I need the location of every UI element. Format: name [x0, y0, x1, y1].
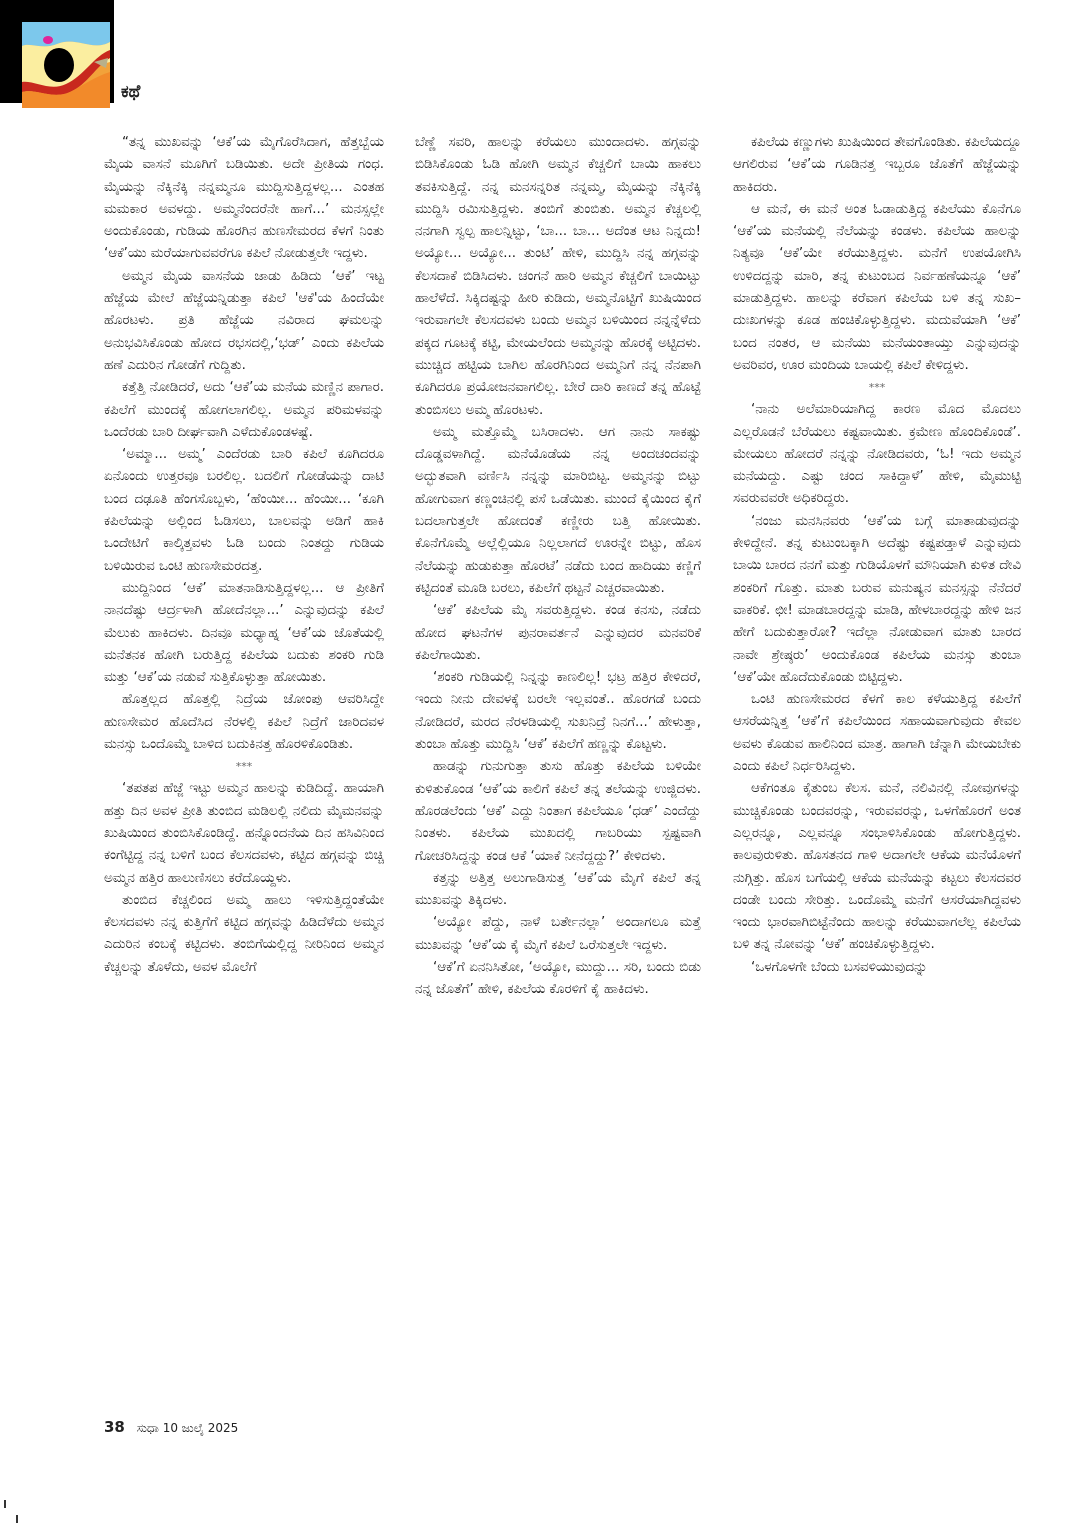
- publication-date: ಸುಧಾ 10 ಜುಲೈ 2025: [136, 1421, 239, 1435]
- article-paragraph: ಕತ್ತನ್ನು ಅತ್ತಿತ್ತ ಅಲುಗಾಡಿಸುತ್ತ ‘ಆಕೆ’ಯ ಮೈಗೆ ಕಪಿಲೆ ತನ್ನ ಮುಖವನ್ನು ತಿಕ್ಕಿದಳು.: [415, 870, 701, 909]
- crop-mark: [4, 1500, 6, 1508]
- article-paragraph: ‘ಅಮ್ಮಾ... ಅಮ್ಮ’ ಎಂದೆರಡು ಬಾರಿ ಕಪಿಲೆ ಕೂಗಿದರೂ ಏನೊಂದು ಉತ್ತರವೂ ಬರಲಿಲ್ಲ. ಬದಲಿಗೆ ಗೋಡೆಯನ್ನು ದಾಟಿ ಬಂದ ದಢೂತಿ ಹೆಂಗಸೊಬ್ಬಳು, ‘ಹೆಂಯೀ... ಹೆಂಯೀ... ‘ಕೂಗಿ ಕಪಿಲೆಯನ್ನು ಅಲ್ಲಿಂದ ಓಡಿಸಲು, ಬಾಲವನ್ನು ಅಡಿಗೆ ಹಾಕಿ ಒಂದೇಟಿಗೆ ಕಾಲ್ಕಿತ್ತವಳು ಓಡಿ ಬಂದು ನಿಂತದ್ದು ಗುಡಿಯ ಬಳಿಯಿರುವ ಒಂಟಿ ಹುಣಸೇಮರದತ್ತ.: [104, 447, 384, 574]
- section-label: ಕಥೆ: [121, 82, 141, 102]
- article-paragraph: ‘ತಪತಪ ಹೆಜ್ಜೆ ಇಟ್ಟು ಅಮ್ಮನ ಹಾಲನ್ನು ಕುಡಿದಿದ್ದೆ. ಹಾಯಾಗಿ ಹತ್ತು ದಿನ ಅವಳ ಪ್ರೀತಿ ತುಂಬಿದ ಮಡಿಲಲ್ಲಿ ನಲಿದು ಮೈಮನವನ್ನು ಖುಷಿಯಿಂದ ತುಂಬಿಸಿಕೊಂಡಿದ್ದೆ. ಹನ್ನೊಂದನೆಯ ದಿನ ಹಸಿವಿನಿಂದ ಕಂಗೆಟ್ಟಿದ್ದ ನನ್ನ ಬಳಿಗೆ ಬಂದ ಕೆಲಸದವಳು, ಕಟ್ಟಿದ ಹಗ್ಗವನ್ನು ಬಿಚ್ಚಿ ಅಮ್ಮನ ಹತ್ತಿರ ಹಾಲುಣಿಸಲು ಕರೆದೊಯ್ದಳು.: [104, 781, 384, 886]
- page-number: 38: [104, 1418, 125, 1436]
- article-paragraph: ಅಮ್ಮ ಮತ್ತೊಮ್ಮೆ ಬಸಿರಾದಳು. ಆಗ ನಾನು ಸಾಕಷ್ಟು ದೊಡ್ಡವಳಾಗಿದ್ದೆ. ಮನೆಯೊಡೆಯ ನನ್ನ ಅಂದಚಂದವನ್ನು ಅದ್ಭುತವಾಗಿ ವರ್ಣಿಸಿ ನನ್ನನ್ನು ಮಾರಿಬಿಟ್ಟ. ಅಮ್ಮನನ್ನು ಬಿಟ್ಟು ಹೋಗುವಾಗ ಕಣ್ಣಂಚಿನಲ್ಲಿ ಪಸೆ ಒಡೆಯಿತು. ಮುಂದೆ ಕೈಯಿಂದ ಕೈಗೆ ಬದಲಾಗುತ್ತಲೇ ಹೋದಂತೆ ಕಣ್ಣೀರು ಬತ್ತಿ ಹೋಯಿತು. ಕೊನೆಗೊಮ್ಮೆ ಅಲ್ಲೆಲ್ಲಿಯೂ ನಿಲ್ಲಲಾಗದೆ ಊರನ್ನೇ ಬಿಟ್ಟು, ಹೊಸ ನೆಲೆಯನ್ನು ಹುಡುಕುತ್ತಾ ಹೊರಟೆ’ ನಡೆದು ಬಂದ ಹಾದಿಯು ಕಣ್ಣಿಗೆ ಕಟ್ಟಿದಂತೆ ಮೂಡಿ ಬರಲು, ಕಪಿಲೆಗೆ ಥಟ್ಟನೆ ಎಚ್ಚರವಾಯಿತು.: [415, 424, 701, 596]
- section-separator: ***: [235, 760, 253, 774]
- article-paragraph: ಹಾಡನ್ನು ಗುನುಗುತ್ತಾ ತುಸು ಹೊತ್ತು ಕಪಿಲೆಯ ಬಳಿಯೇ ಕುಳಿತುಕೊಂಡ ‘ಆಕೆ’ಯ ಕಾಲಿಗೆ ಕಪಿಲೆ ತನ್ನ ತಲೆಯನ್ನು ಉಜ್ಜಿದಳು. ಹೊರಡಲೆಂದು ‘ಆಕೆ’ ಎದ್ದು ನಿಂತಾಗ ಕಪಿಲೆಯೂ ‘ಧಡ್’ ಎಂದೆದ್ದು ನಿಂತಳು. ಕಪಿಲೆಯ ಮುಖದಲ್ಲಿ ಗಾಬರಿಯು ಸ್ಪಷ್ಟವಾಗಿ ಗೋಚರಿಸಿದ್ದನ್ನು ಕಂಡ ಆಕೆ ‘ಯಾಕೆ ನೀನೆದ್ದದ್ದು?’ ಕೇಳಿದಳು.: [415, 759, 701, 864]
- article-paragraph: ‘ನಾನು ಅಲೆಮಾರಿಯಾಗಿದ್ದ ಕಾರಣ ಮೊದ ಮೊದಲು ಎಲ್ಲರೊಡನೆ ಬೆರೆಯಲು ಕಷ್ಟವಾಯಿತು. ಕ್ರಮೇಣ ಹೊಂದಿಕೊಂಡೆ’. ಮೇಯಲು ಹೋದರೆ ನನ್ನನ್ನು ನೋಡಿದವರು, ‘ಓ! ಇದು ಅಮ್ಮನ ಮನೆಯದ್ದು. ಎಷ್ಟು ಚಂದ ಸಾಕಿದ್ದಾಳೆ’ ಹೇಳಿ, ಮೈಮುಟ್ಟಿ ಸವರುವವರೇ ಅಧಿಕರಿದ್ದರು.: [733, 402, 1021, 507]
- article-column-1: [104, 132, 384, 979]
- article-paragraph: ಬೆಣ್ಣೆ ಸವರಿ, ಹಾಲನ್ನು ಕರೆಯಲು ಮುಂದಾದಳು. ಹಗ್ಗವನ್ನು ಬಿಡಿಸಿಕೊಂಡು ಓಡಿ ಹೋಗಿ ಅಮ್ಮನ ಕೆಚ್ಚಲಿಗೆ ಬಾಯಿ ಹಾಕಲು ತವಕಿಸುತ್ತಿದ್ದೆ. ನನ್ನ ಮನಸನ್ನರಿತ ನನ್ನಮ್ಮ, ಮೈಯನ್ನು ನೆಕ್ಕಿನೆಕ್ಕಿ ಮುದ್ದಿಸಿ ರಮಿಸುತ್ತಿದ್ದಳು. ತಂಬಿಗೆ ತುಂಬಿತು. ಅಮ್ಮನ ಕೆಚ್ಚಲಲ್ಲಿ ನನಗಾಗಿ ಸ್ವಲ್ಪ ಹಾಲನ್ನಿಟ್ಟು, ‘ಬಾ... ಬಾ... ಅದೆಂತ ಆಟ ನಿನ್ನದು! ಅಯ್ಯೋ... ಅಯ್ಯೋ... ತುಂಟಿ’ ಹೇಳಿ, ಮುದ್ದಿಸಿ ನನ್ನ ಹಗ್ಗವನ್ನು ಕೆಲಸದಾಕೆ ಬಿಡಿಸಿದಳು. ಚಂಗನೆ ಹಾರಿ ಅಮ್ಮನ ಕೆಚ್ಚಲಿಗೆ ಬಾಯಿಟ್ಟು ಹಾಲೆಳೆದೆ. ಸಿಕ್ಕಿದಷ್ಟನ್ನು ಹೀರಿ ಕುಡಿದು, ಅಮ್ಮನೊಟ್ಟಿಗೆ ಖುಷಿಯಿಂದ ಇರುವಾಗಲೇ ಕೆಲಸದವಳು ಬಂದು ಅಮ್ಮನ ಬಳಿಯಿಂದ ನನ್ನನ್ನೆಳೆದು ಪಕ್ಕದ ಗೂಟಕ್ಕೆ ಕಟ್ಟಿ, ಮೇಯಲೆಂದು ಅಮ್ಮನನ್ನು ಹೊರಕ್ಕೆ ಅಟ್ಟಿದಳು. ಮುಚ್ಚಿದ ಹಟ್ಟಿಯ ಬಾಗಿಲ ಹೊರಗಿನಿಂದ ಅಮ್ಮನಿಗೆ ನನ್ನ ನೆನಪಾಗಿ ಕೂಗಿದರೂ ಪ್ರಯೋಜನವಾಗಲಿಲ್ಲ. ಬೇರೆ ದಾರಿ ಕಾಣದೆ ತನ್ನ ಹೊಟ್ಟೆ ತುಂಬಿಸಲು ಅಮ್ಮ ಹೊರಟಳು.: [415, 135, 701, 418]
- article-paragraph: ತುಂಬಿದ ಕೆಚ್ಚಲಿಂದ ಅಮ್ಮ ಹಾಲು ಇಳಿಸುತ್ತಿದ್ದಂತೆಯೇ ಕೆಲಸದವಳು ನನ್ನ ಕುತ್ತಿಗೆಗೆ ಕಟ್ಟಿದ ಹಗ್ಗವನ್ನು ಹಿಡಿದೆಳೆದು ಅಮ್ಮನ ಎದುರಿನ ಕಂಬಕ್ಕೆ ಕಟ್ಟಿದಳು. ತಂಬಿಗೆಯಲ್ಲಿದ್ದ ನೀರಿನಿಂದ ಅಮ್ಮನ ಕೆಚ್ಚಲನ್ನು ತೊಳೆದು, ಅವಳ ಮೊಲೆಗೆ: [104, 892, 384, 975]
- article-paragraph: ‘ಒಳಗೊಳಗೇ ಬೆಂದು ಬಸವಳಿಯುವುದನ್ನು: [751, 959, 928, 975]
- crop-mark: [16, 1515, 18, 1523]
- abstract-art-logo-icon: [22, 22, 110, 108]
- article-paragraph: ಒಂಟಿ ಹುಣಸೇಮರದ ಕೆಳಗೆ ಕಾಲ ಕಳೆಯುತ್ತಿದ್ದ ಕಪಿಲೆಗೆ ಆಸರೆಯನ್ನಿತ್ತ ‘ಆಕೆ’ಗೆ ಕಪಿಲೆಯಿಂದ ಸಹಾಯವಾಗುವುದು ಕೇವಲ ಅವಳು ಕೊಡುವ ಹಾಲಿನಿಂದ ಮಾತ್ರ. ಹಾಗಾಗಿ ಚೆನ್ನಾಗಿ ಮೇಯಬೇಕು ಎಂದು ಕಪಿಲೆ ನಿರ್ಧರಿಸಿದ್ದಳು.: [733, 692, 1021, 775]
- article-paragraph: ಕತ್ತೆತ್ತಿ ನೋಡಿದರೆ, ಅದು ‘ಆಕೆ’ಯ ಮನೆಯ ಮಣ್ಣಿನ ಪಾಗಾರ. ಕಪಿಲೆಗೆ ಮುಂದಕ್ಕೆ ಹೋಗಲಾಗಲಿಲ್ಲ. ಅಮ್ಮನ ಪರಿಮಳವನ್ನು ಒಂದೆರಡು ಬಾರಿ ದೀರ್ಘವಾಗಿ ಎಳೆದುಕೊಂಡಳಷ್ಟೆ.: [104, 380, 384, 440]
- article-paragraph: ‘ಆಕೆ’ಗೆ ಏನನಿಸಿತೋ, ‘ಅಯ್ಯೋ, ಮುದ್ದು... ಸರಿ, ಬಂದು ಬಿಡು ನನ್ನ ಜೊತೆಗೆ’ ಹೇಳಿ, ಕಪಿಲೆಯ ಕೊರಳಿಗೆ ಕೈ ಹಾಕಿದಳು.: [415, 959, 701, 998]
- article-paragraph: ಆಕೆಗಂತೂ ಕೈತುಂಬ ಕೆಲಸ. ಮನೆ, ನಲಿವಿನಲ್ಲಿ ನೋವುಗಳನ್ನು ಮುಚ್ಚಿಕೊಂಡು ಬಂದವರನ್ನು, ಇರುವವರನ್ನು, ಒಳಗೆಹೊರಗೆ ಅಂತ ಎಲ್ಲರನ್ನೂ, ಎಲ್ಲವನ್ನೂ ಸಂಭಾಳಿಸಿಕೊಂಡು ಹೋಗುತ್ತಿದ್ದಳು. ಕಾಲವುರುಳಿತು. ಹೊಸತನದ ಗಾಳಿ ಅದಾಗಲೇ ಆಕೆಯ ಮನೆಯೊಳಗೆ ನುಗ್ಗಿತ್ತು. ಹೊಸ ಬಗೆಯಲ್ಲಿ ಆಕೆಯ ಮನೆಯನ್ನು ಕಟ್ಟಲು ಕೆಲಸದವರ ದಂಡೇ ಬಂದು ಸೇರಿತ್ತು. ಒಂದೊಮ್ಮೆ ಮನೆಗೆ ಆಸರೆಯಾಗಿದ್ದವಳು ಇಂದು ಭಾರವಾಗಿಬಿಟ್ಟೆನೆಂದು ಹಾಲನ್ನು ಕರೆಯುವಾಗಲೆಲ್ಲ ಕಪಿಲೆಯ ಬಳಿ ತನ್ನ ನೋವನ್ನು ‘ಆಕೆ’ ಹಂಚಿಕೊಳ್ಳುತ್ತಿದ್ದಳು.: [733, 781, 1021, 953]
- article-paragraph: ‘ಶಂಕರಿ ಗುಡಿಯಲ್ಲಿ ನಿನ್ನನ್ನು ಕಾಣಲಿಲ್ಲ! ಭಟ್ರ ಹತ್ತಿರ ಕೇಳಿದರೆ, ಇಂದು ನೀನು ದೇವಳಕ್ಕೆ ಬರಲೇ ಇಲ್ಲವಂತೆ.. ಹೊರಗಡೆ ಬಂದು ನೋಡಿದರೆ, ಮರದ ನೆರಳಡಿಯಲ್ಲಿ ಸುಖನಿದ್ರೆ ನಿನಗೆ...’ ಹೇಳುತ್ತಾ, ತುಂಬಾ ಹೊತ್ತು ಮುದ್ದಿಸಿ ‘ಆಕೆ’ ಕಪಿಲೆಗೆ ಹಣ್ಣನ್ನು ಕೊಟ್ಟಳು.: [415, 670, 701, 753]
- page-footer: [104, 1418, 238, 1436]
- article-paragraph: ‘ಅಯ್ಯೋ ಪೆದ್ದು, ನಾಳೆ ಬರ್ತೇನಲ್ಲಾ’ ಅಂದಾಗಲೂ ಮತ್ತೆ ಮುಖವನ್ನು ‘ಆಕೆ’ಯ ಕೈ ಮೈಗೆ ಕಪಿಲೆ ಒರೆಸುತ್ತಲೇ ಇದ್ದಳು.: [415, 915, 701, 953]
- article-paragraph: ಹೊತ್ತಲ್ಲದ ಹೊತ್ತಲ್ಲಿ ನಿದ್ರೆಯ ಜೋಂಪು ಆವರಿಸಿದ್ದೇ ಹುಣಸೇಮರ ಹೊದೆಸಿದ ನೆರಳಲ್ಲಿ ಕಪಿಲೆ ನಿದ್ರೆಗೆ ಜಾರಿದವಳ ಮನಸ್ಸು ಒಂದೊಮ್ಮೆ ಬಾಳಿದ ಬದುಕಿನತ್ತ ಹೊರಳಿಕೊಂಡಿತು.: [104, 692, 384, 753]
- section-separator: ***: [868, 381, 886, 395]
- article-paragraph: ಮುದ್ದಿನಿಂದ ‘ಆಕೆ’ ಮಾತನಾಡಿಸುತ್ತಿದ್ದಳಲ್ಲ... ಆ ಪ್ರೀತಿಗೆ ನಾನದೆಷ್ಟು ಆರ್ದ್ರಳಾಗಿ ಹೋದೆನಲ್ಲಾ...’ ಎನ್ನುವುದನ್ನು ಕಪಿಲೆ ಮೆಲುಕು ಹಾಕಿದಳು. ದಿನವೂ ಮಧ್ಯಾಹ್ನ ‘ಆಕೆ’ಯ ಜೊತೆಯಲ್ಲಿ ಮನೆತನಕ ಹೋಗಿ ಬರುತ್ತಿದ್ದ ಕಪಿಲೆಯ ಬದುಕು ಶಂಕರಿ ಗುಡಿ ಮತ್ತು ‘ಆಕೆ’ಯ ನಡುವೆ ಸುತ್ತಿಕೊಳ್ಳುತ್ತಾ ಹೋಯಿತು.: [104, 580, 384, 686]
- article-paragraph: ‘ಆಕೆ’ ಕಪಿಲೆಯ ಮೈ ಸವರುತ್ತಿದ್ದಳು. ಕಂಡ ಕನಸು, ನಡೆದು ಹೋದ ಘಟನೆಗಳ ಪುನರಾವರ್ತನೆ ಎನ್ನುವುದರ ಮನವರಿಕೆ ಕಪಿಲೆಗಾಯಿತು.: [415, 603, 701, 663]
- article-paragraph: ‘ನಂಜು ಮನಸಿನವರು ‘ಆಕೆ’ಯ ಬಗ್ಗೆ ಮಾತಾಡುವುದನ್ನು ಕೇಳಿದ್ದೇನೆ. ತನ್ನ ಕುಟುಂಬಕ್ಕಾಗಿ ಅದೆಷ್ಟು ಕಷ್ಟಪಡ್ತಾಳೆ ಎನ್ನುವುದು ಬಾಯಿ ಬಾರದ ನನಗೆ ಮತ್ತು ಗುಡಿಯೊಳಗೆ ಮೌನಿಯಾಗಿ ಕುಳಿತ ದೇವಿ ಶಂಕರಿಗೆ ಗೊತ್ತು. ಮಾತು ಬರುವ ಮನುಷ್ಯನ ಮನಸ್ಸನ್ನು ನೆನೆದರೆ ವಾಕರಿಕೆ. ಛೀ! ಮಾಡಬಾರದ್ದನ್ನು ಮಾಡಿ, ಹೇಳಬಾರದ್ದನ್ನು ಹೇಳಿ ಜನ ಹೇಗೆ ಬದುಕುತ್ತಾರೋ? ಇದೆಲ್ಲಾ ನೋಡುವಾಗ ಮಾತು ಬಾರದ ನಾವೇ ಶ್ರೇಷ್ಠರು’ ಅಂದುಕೊಂಡ ಕಪಿಲೆಯ ಮನಸ್ಸು ತುಂಬಾ ‘ಆಕೆ’ಯೇ ಹೊದೆದುಕೊಂಡು ಬಿಟ್ಟಿದ್ದಳು.: [733, 513, 1021, 685]
- article-paragraph: “ತನ್ನ ಮುಖವನ್ನು ‘ಆಕೆ’ಯ ಮೈಗೊರೆಸಿದಾಗ, ಹೆತ್ತಬ್ಬೆಯ ಮೈಯ ವಾಸನೆ ಮೂಗಿಗೆ ಬಡಿಯಿತು. ಅದೇ ಪ್ರೀತಿಯ ಗಂಧ. ಮೈಯನ್ನು ನೆಕ್ಕಿನೆಕ್ಕಿ ನನ್ನಮ್ಮನೂ ಮುದ್ದಿಸುತ್ತಿದ್ದಳಲ್ಲ... ಎಂತಹ ಮಮಕಾರ ಅವಳದ್ದು. ಅಮ್ಮನೆಂದರೆನೇ ಹಾಗೆ...’ ಮನಸ್ಸಲ್ಲೇ ಅಂದುಕೊಂಡು, ಗುಡಿಯ ಹೊರಗಿನ ಹುಣಸೇಮರದ ಕೆಳಗೆ ನಿಂತು ‘ಆಕೆ’ಯು ಮರೆಯಾಗುವವರೆಗೂ ಕಪಿಲೆ ನೋಡುತ್ತಲೇ ಇದ್ದಳು.: [104, 135, 384, 262]
- article-paragraph: ಕಪಿಲೆಯ ಕಣ್ಣುಗಳು ಖುಷಿಯಿಂದ ತೇವಗೊಂಡಿತು. ಕಪಿಲೆಯದ್ದೂ ಆಗಲಿರುವ ‘ಆಕೆ’ಯ ಗೂಡಿನತ್ತ ಇಬ್ಬರೂ ಜೊತೆಗೆ ಹೆಜ್ಜೆಯನ್ನು ಹಾಕಿದರು.: [733, 135, 1021, 195]
- article-column-2: [415, 132, 701, 1002]
- article-column-3: [733, 132, 1021, 979]
- article-paragraph: ಆ ಮನೆ, ಈ ಮನೆ ಅಂತ ಓಡಾಡುತ್ತಿದ್ದ ಕಪಿಲೆಯು ಕೊನೆಗೂ ‘ಆಕೆ’ಯ ಮನೆಯಲ್ಲಿ ನೆಲೆಯನ್ನು ಕಂಡಳು. ಕಪಿಲೆಯ ಹಾಲನ್ನು ನಿತ್ಯವೂ ‘ಆಕೆ’ಯೇ ಕರೆಯುತ್ತಿದ್ದಳು. ಮನೆಗೆ ಉಪಯೋಗಿಸಿ ಉಳಿದದ್ದನ್ನು ಮಾರಿ, ತನ್ನ ಕುಟುಂಬದ ನಿರ್ವಹಣೆಯನ್ನೂ ‘ಆಕೆ’ ಮಾಡುತ್ತಿದ್ದಳು. ಹಾಲನ್ನು ಕರೆವಾಗ ಕಪಿಲೆಯ ಬಳಿ ತನ್ನ ಸುಖ–ದುಃಖಗಳನ್ನು ಕೂಡ ಹಂಚಿಕೊಳ್ಳುತ್ತಿದ್ದಳು. ಮದುವೆಯಾಗಿ ‘ಆಕೆ’ ಬಂದ ನಂತರ, ಆ ಮನೆಯು ಮನೆಯಂತಾಯ್ತು ಎನ್ನುವುದನ್ನು ಅವರಿವರ, ಊರ ಮಂದಿಯ ಬಾಯಲ್ಲಿ ಕಪಿಲೆ ಕೇಳಿದ್ದಳು.: [733, 201, 1021, 373]
- article-paragraph: ಅಮ್ಮನ ಮೈಯ ವಾಸನೆಯ ಜಾಡು ಹಿಡಿದು ‘ಆಕೆ’ ಇಟ್ಟ ಹೆಜ್ಜೆಯ ಮೇಲೆ ಹೆಜ್ಜೆಯನ್ನಿಡುತ್ತಾ ಕಪಿಲೆ 'ಆಕೆ'ಯ ಹಿಂದೆಯೇ ಹೊರಟಳು. ಪ್ರತಿ ಹೆಜ್ಜೆಯ ನವಿರಾದ ಘಮಲನ್ನು ಅನುಭವಿಸಿಕೊಂಡು ಹೋದ ರಭಸದಲ್ಲಿ,‘ಭಡ್’ ಎಂದು ಕಪಿಲೆಯ ಹಣೆ ಎದುರಿನ ಗೋಡೆಗೆ ಗುದ್ದಿತು.: [104, 268, 384, 373]
